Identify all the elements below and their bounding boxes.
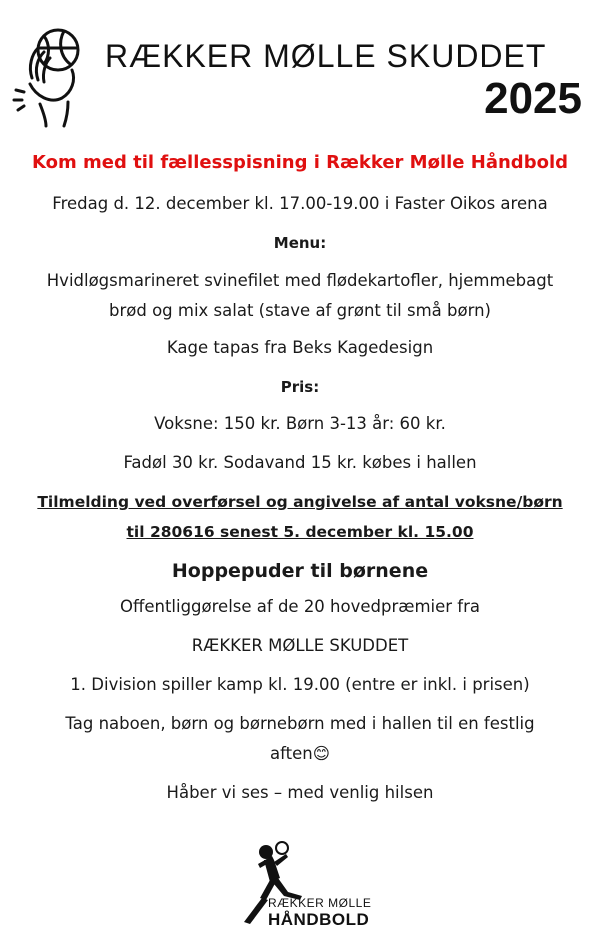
date-line: Fredag d. 12. december kl. 17.00-19.00 i Faster Oikos arena	[52, 194, 548, 213]
closing-line: Håber vi ses – med venlig hilsen	[166, 783, 434, 802]
event-title: RÆKKER MØLLE SKUDDET	[105, 38, 547, 74]
prizes-line-2: RÆKKER MØLLE SKUDDET	[191, 636, 409, 655]
division-line: 1. Division spiller kamp kl. 19.00 (entre er inkl. i prisen)	[70, 675, 530, 694]
kids-heading: Hoppepuder til børnene	[171, 560, 429, 582]
drinks-line: Fadøl 30 kr. Sodavand 15 kr. købes i hallen	[123, 453, 477, 472]
menu-label: Menu:	[273, 234, 327, 252]
price-label: Pris:	[280, 378, 320, 396]
poster-header	[0, 0, 600, 140]
club-name-line-2: HÅNDBOLD	[268, 910, 370, 929]
prizes-line-1: Offentliggørelse af de 20 hovedpræmier fra	[119, 597, 480, 616]
signup-line-1: Tilmelding ved overførsel og angivelse af antal voksne/børn	[37, 493, 563, 511]
event-year: 2025	[484, 74, 582, 123]
club-name-line-1: RÆKKER MØLLE	[268, 896, 372, 910]
neighbor-line-1: Tag naboen, børn og børnebørn med i hallen til en festlig	[65, 714, 535, 733]
neighbor-line-2: aften😊	[270, 744, 330, 763]
signup-line-2: til 280616 senest 5. december kl. 15.00	[126, 523, 474, 541]
price-line: Voksne: 150 kr. Børn 3-13 år: 60 kr.	[154, 414, 446, 433]
menu-line-2: brød og mix salat (stave af grønt til små børn)	[109, 301, 491, 320]
dessert-line: Kage tapas fra Beks Kagedesign	[166, 338, 434, 357]
headline: Kom med til fællesspisning i Rækker Mølle Håndbold	[31, 152, 568, 173]
poster-body	[0, 148, 600, 804]
menu-line-1: Hvidløgsmarineret svinefilet med flødekartofler, hjemmebagt	[46, 271, 554, 290]
handball-hand-icon	[10, 18, 90, 128]
